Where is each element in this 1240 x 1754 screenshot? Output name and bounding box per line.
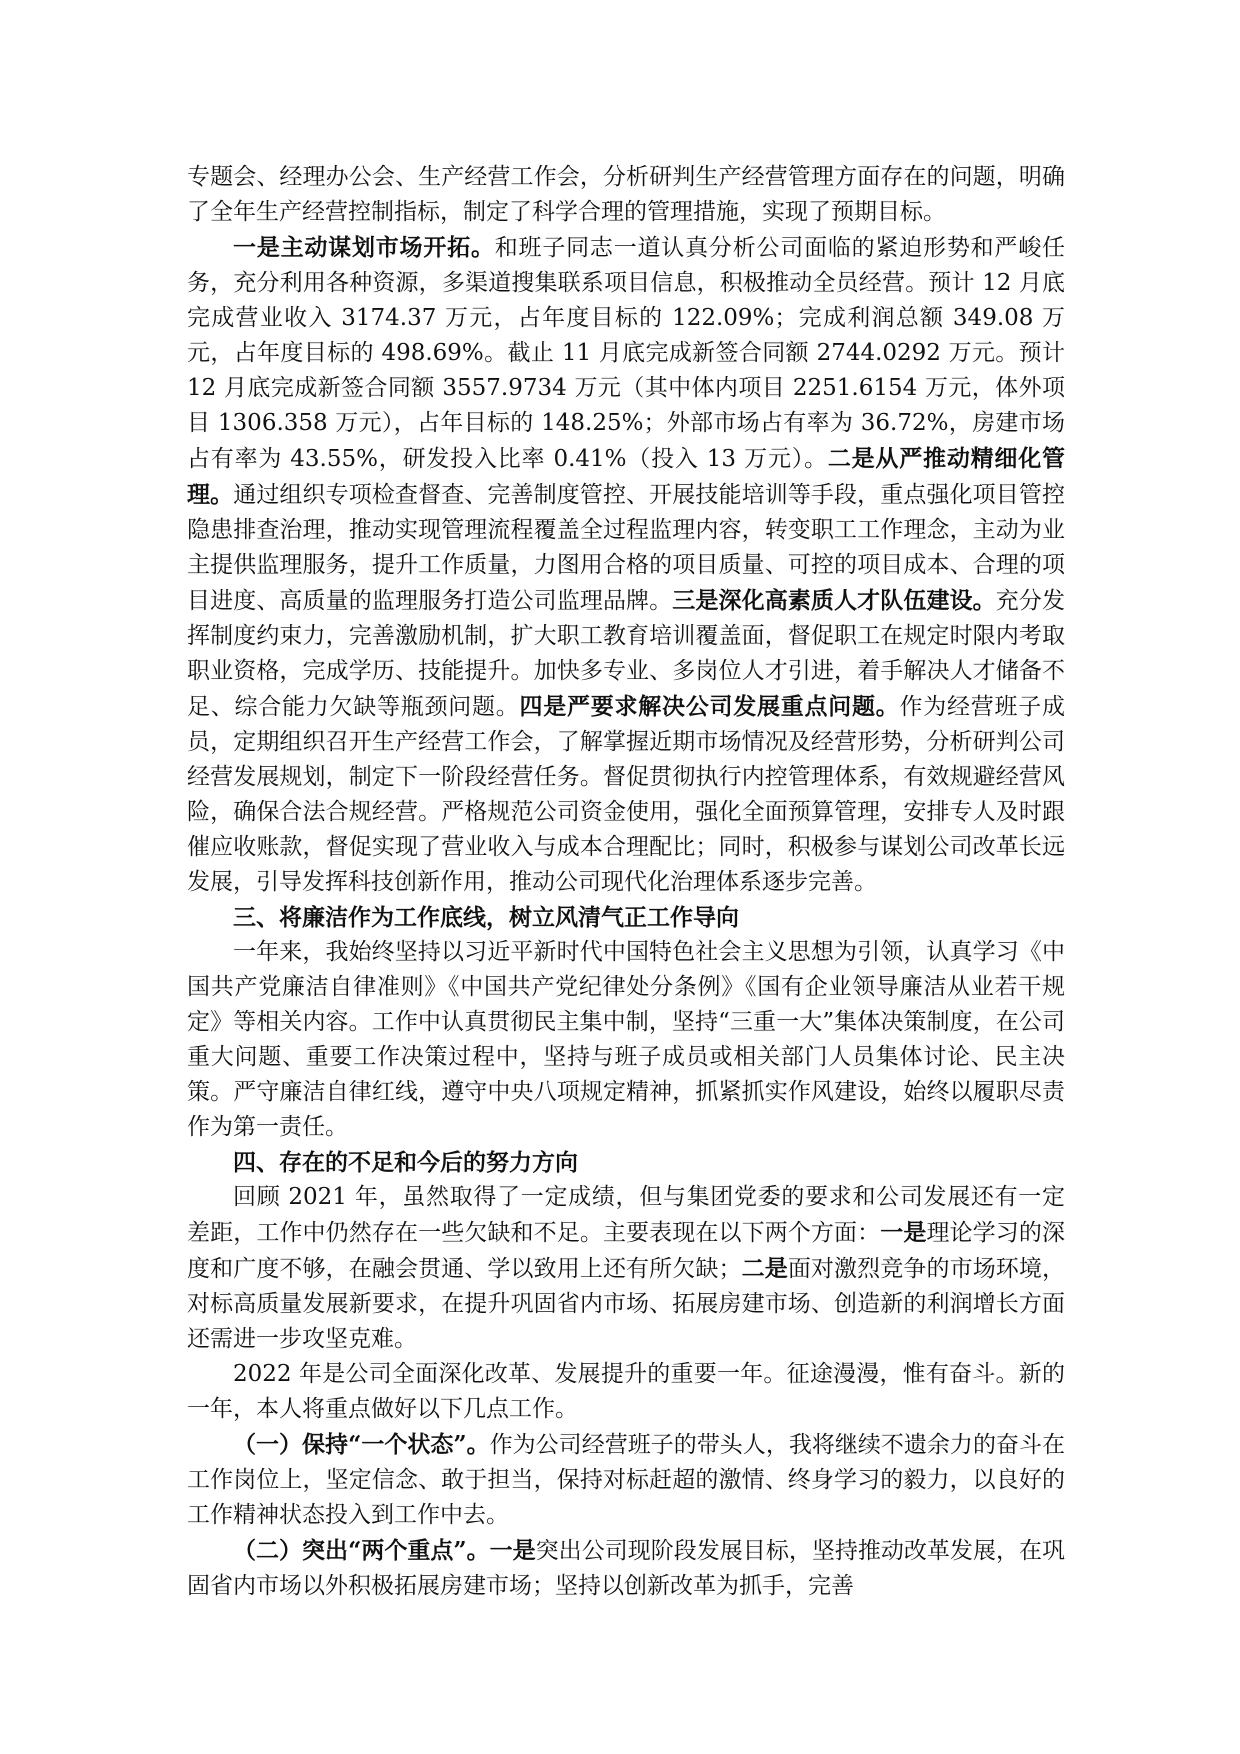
paragraph-text: 面对激烈竞争的市场环境，对标高质量发展新要求，在提升巩固省内市场、拓展房建市场、创造新的利润增长方面还需进一步攻坚克难。 (187, 1256, 1066, 1352)
bold-lead: （一）保持“一个状态”。 (233, 1431, 490, 1458)
paragraph-text: 专题会、经理办公会、生产经营工作会，分析研判生产经营管理方面存在的问题，明确了全年生产经营控制指标，制定了科学合理的管理措施，实现了预期目标。 (187, 164, 1065, 225)
section-heading-3: 三、将廉洁作为工作底线，树立风清气正工作导向 (233, 904, 739, 931)
paragraph-text: 和班子同志一道认真分析公司面临的紧迫形势和严峻任务，充分利用各种资源，多渠道搜集联系项目信息，积极推动全员经营。预计 12 月底完成营业收入 3174.37 万元，占年度目标的 122.09%；完成利润总额 349.08 万元，占年度目标的 498.69%。截止 11 月底完成新签合同额 2744.0292 万元。预计 12 月底完成新签合同额 3557.9734 万元（其中体内项目 2251.6154 万元，体外项目 1306.358 万元），占年目标的 148.25%；外部市场占有率为 36.72%，房建市场占有率为 43.55%，研发投入比率 0.41%（投入 13 万元）。 (187, 235, 1066, 472)
document-page (187, 160, 1065, 1604)
paragraph-integrity (187, 935, 1065, 1145)
paragraph-text: 突出公司现阶段发展目标，坚持推动改革发展，在巩固省内市场以外积极拓展房建市场；坚持以创新改革为抓手，完善 (187, 1538, 1065, 1599)
paragraph-text: 2022 年是公司全面深化改革、发展提升的重要一年。征途漫漫，惟有奋斗。新的一年，本人将重点做好以下几点工作。 (187, 1361, 1065, 1422)
paragraph-text: 通过组织专项检查督查、完善制度管控、开展技能培训等手段，重点强化项目管控隐患排查治理，推动实现管理流程覆盖全过程监理内容，转变职工工作理念，主动为业主提供监理服务，提升工作质量，力图用合格的项目质量、可控的项目成本、合理的项目进度、高质量的监理服务打造公司监理品牌。 (187, 482, 1066, 614)
bold-lead: 三是深化高素质人才队伍建设。 (672, 587, 996, 614)
paragraph-intro (187, 160, 1065, 230)
section-heading-4: 四、存在的不足和今后的努力方向 (233, 1149, 578, 1176)
paragraph-text: 充分发挥制度约束力，完善激励机制，扩大职工教育培训覆盖面，督促职工在规定时限内考取职业资格，完成学历、技能提升。加快多专业、多岗位人才引进，着手解决人才储备不足、综合能力欠缺等瓶颈问题。 (187, 588, 1066, 720)
bold-lead: 二是 (741, 1255, 788, 1282)
bold-lead: （二）突出“两个重点”。 (233, 1537, 490, 1564)
paragraph-text: 理论学习的深度和广度不够，在融会贯通、学以致用上还有所欠缺； (187, 1220, 1066, 1282)
paragraph-review (187, 1180, 1065, 1357)
bold-lead: 一是 (489, 1537, 536, 1564)
bold-lead: 四是严要求解决公司发展重点问题。 (519, 693, 900, 720)
bold-lead: 二是从严推动精细化管理。 (187, 445, 1065, 508)
paragraph-point-2 (187, 1533, 1065, 1604)
paragraph-text: 作为经营班子成员，定期组织召开生产经营工作会，了解掌握近期市场情况及经营形势，分析研判公司经营发展规划，制定下一阶段经营任务。督促贯彻执行内控管理体系，有效规避经营风险，确保合法合规经营。严格规范公司资金使用，强化全面预算管理，安排专人及时跟催应收账款，督促实现了营业收入与成本合理配比；同时，积极参与谋划公司改革长远发展，引导发挥科技创新作用，推动公司现代化治理体系逐步完善。 (187, 694, 1065, 895)
paragraph-text: 一年来，我始终坚持以习近平新时代中国特色社会主义思想为引领，认真学习《中国共产党廉洁自律准则》《中国共产党纪律处分条例》《国有企业领导廉洁从业若干规定》等相关内容。工作中认真贯彻民主集中制，坚持“三重一大”集体决策制度，在公司重大问题、重要工作决策过程中，坚持与班子成员或相关部门人员集体讨论、民主决策。严守廉洁自律红线，遵守中央八项规定精神，抓紧抓实作风建设，始终以履职尽责作为第一责任。 (187, 939, 1065, 1140)
paragraph-2022 (187, 1357, 1065, 1427)
bold-lead: 一是 (880, 1219, 927, 1246)
paragraph-text: 作为公司经营班子的带头人，我将继续不遗余力的奋斗在工作岗位上，坚定信念、敢于担当，保持对标赶超的激情、终身学习的毅力，以良好的工作精神状态投入到工作中去。 (187, 1432, 1065, 1528)
paragraph-market (187, 230, 1065, 900)
paragraph-text: 回顾 2021 年，虽然取得了一定成绩，但与集团党委的要求和公司发展还有一定差距，工作中仍然存在一些欠缺和不足。主要表现在以下两个方面： (187, 1184, 1065, 1246)
bold-lead: 一是主动谋划市场开拓。 (233, 234, 495, 261)
paragraph-point-1 (187, 1427, 1065, 1533)
